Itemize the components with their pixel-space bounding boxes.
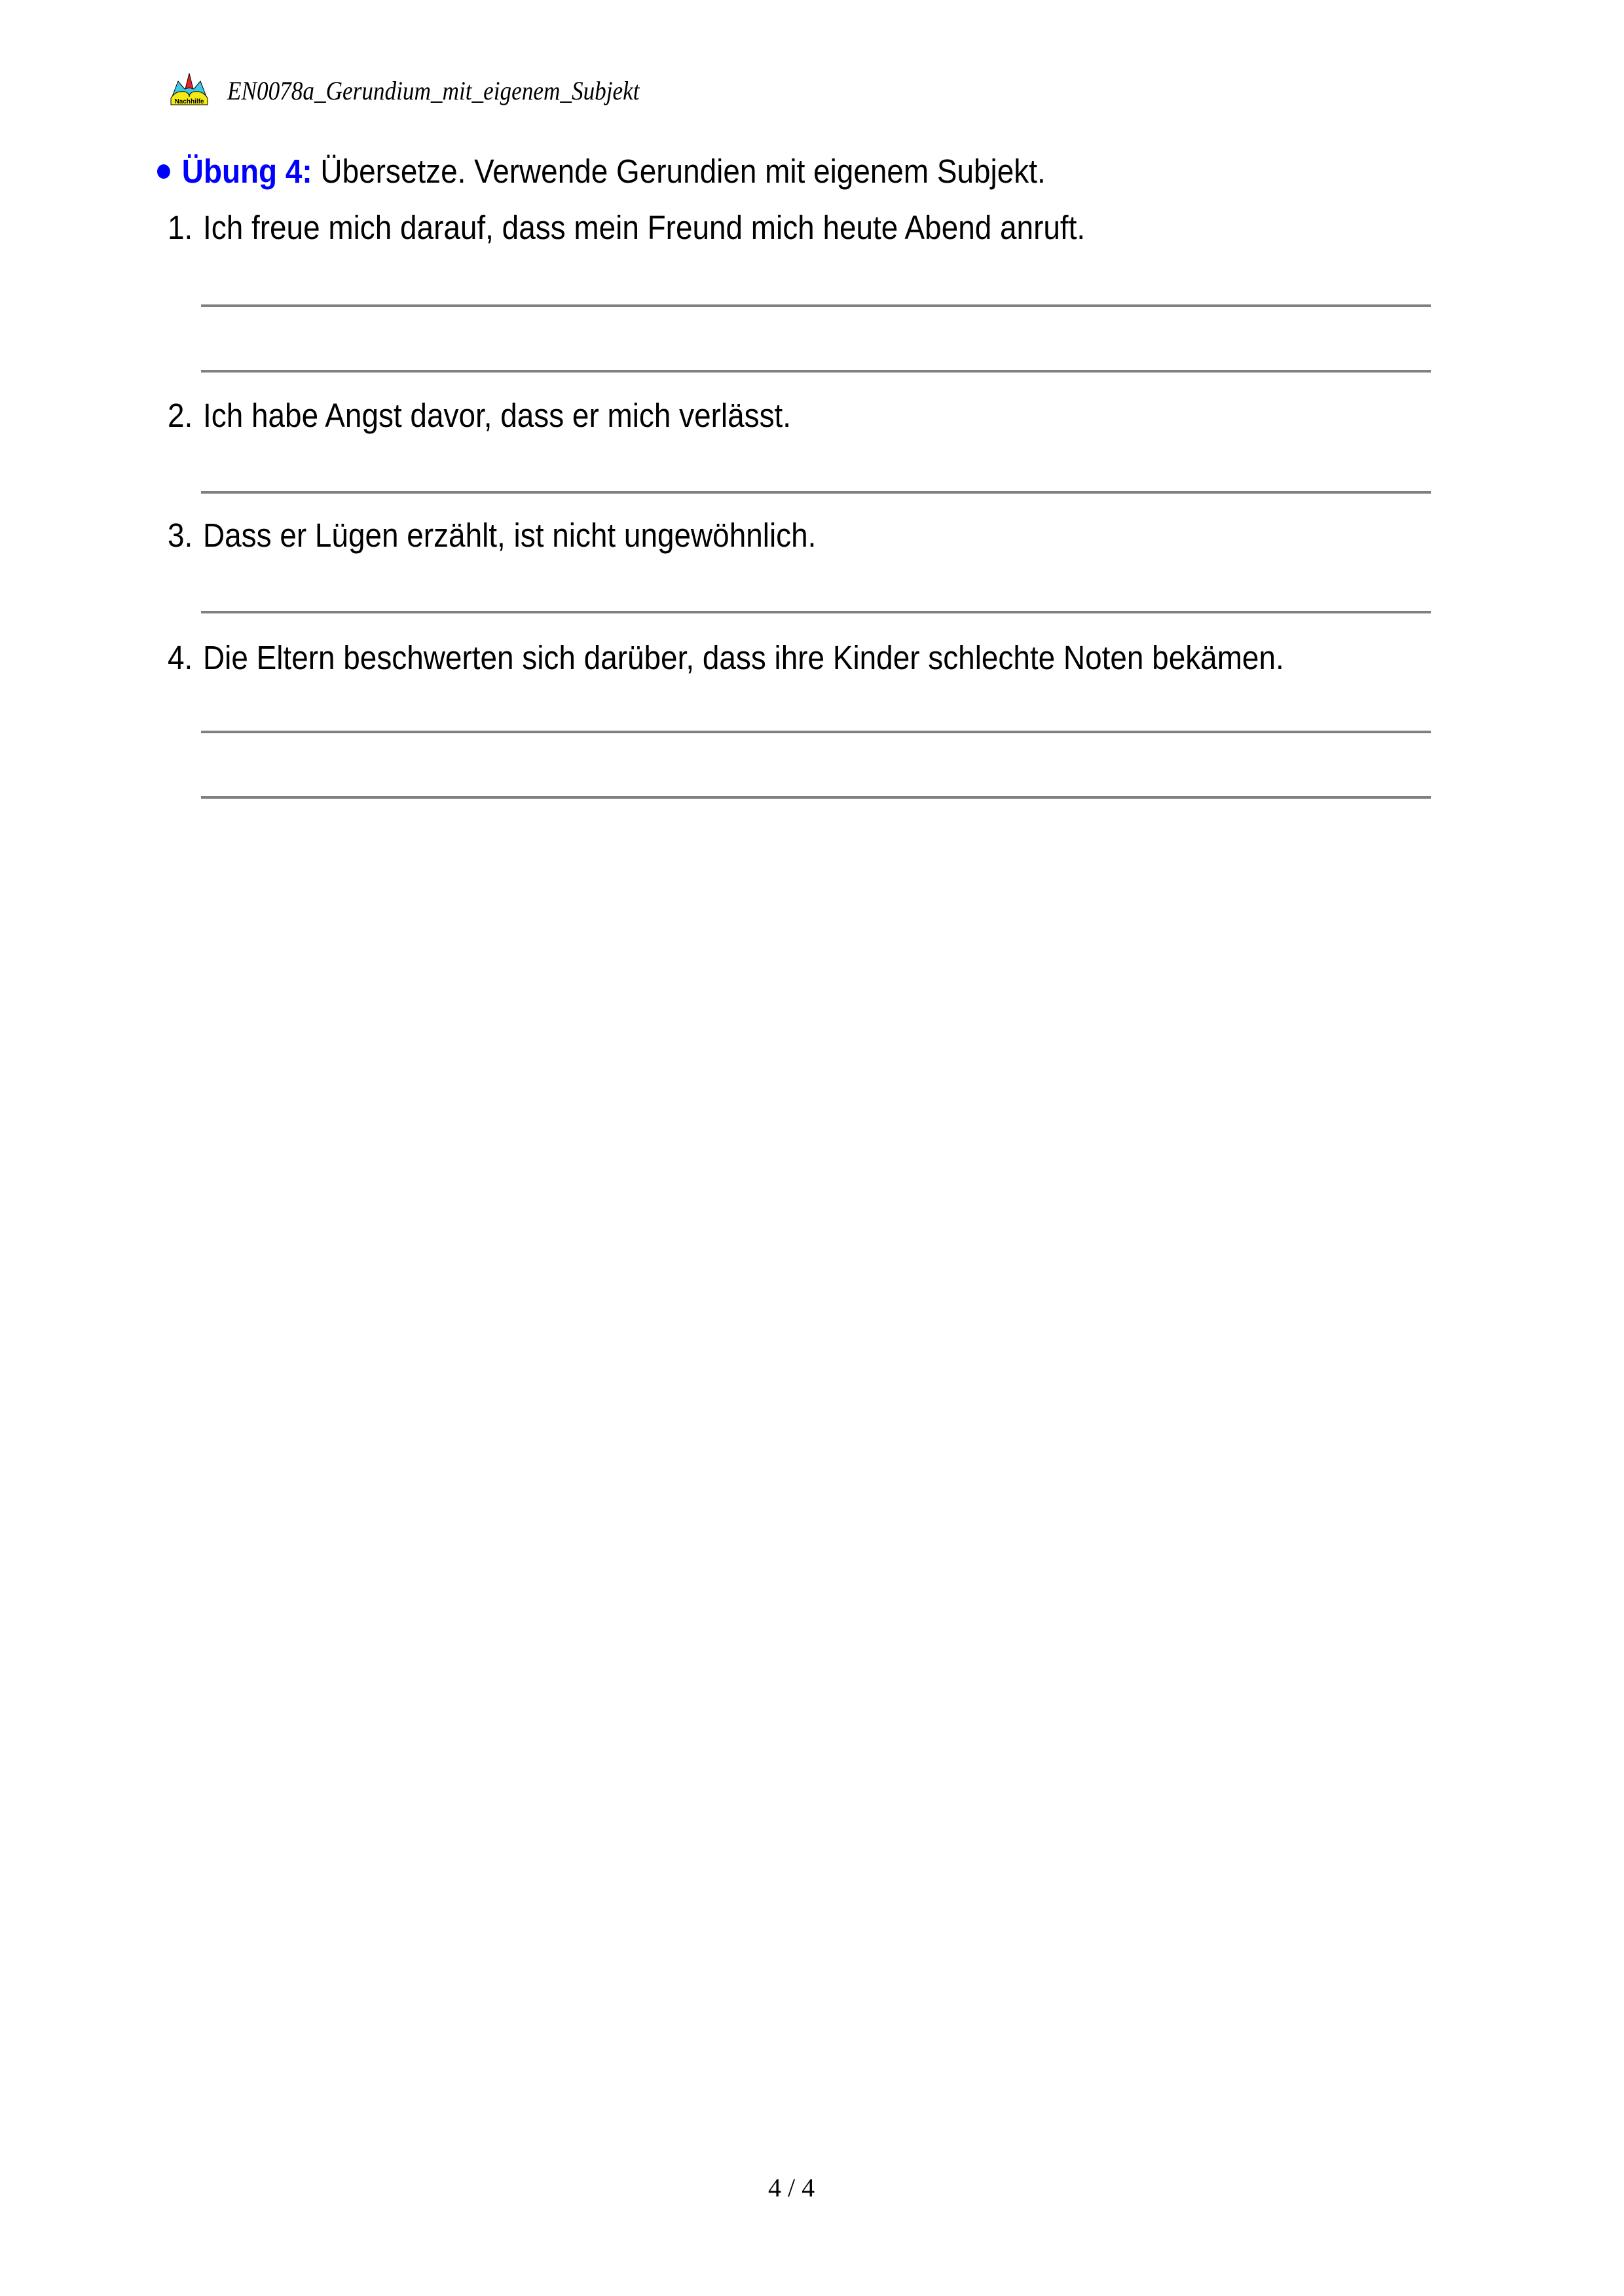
nachhilfe-logo-icon [169, 72, 210, 106]
svg-text:Nachhilfe: Nachhilfe [174, 98, 204, 105]
answer-line[interactable] [201, 491, 1431, 494]
item-text: Ich habe Angst davor, dass er mich verlässt. [203, 397, 792, 434]
item-number: 4. [168, 639, 193, 676]
exercise-instruction: Übersetze. Verwende Gerundien mit eigenem Subjekt. [320, 153, 1046, 190]
item-text: Ich freue mich darauf, dass mein Freund mich heute Abend anruft. [203, 209, 1086, 246]
item-text: Die Eltern beschwerten sich darüber, dass ihre Kinder schlechte Noten bekämen. [203, 639, 1284, 676]
item-number: 2. [168, 397, 193, 434]
item-number: 1. [168, 209, 193, 246]
answer-line[interactable] [201, 796, 1431, 799]
answer-line[interactable] [201, 370, 1431, 373]
exercise-item-1 [168, 208, 1085, 247]
answer-line[interactable] [201, 304, 1431, 307]
exercise-item-2 [168, 396, 791, 435]
answer-line[interactable] [201, 731, 1431, 733]
item-number: 3. [168, 517, 193, 554]
page-number: 4 / 4 [768, 2173, 815, 2202]
answer-line[interactable] [201, 611, 1431, 613]
item-text: Dass er Lügen erzählt, ist nicht ungewöhnlich. [203, 517, 817, 554]
bullet-icon [157, 164, 170, 179]
exercise-label: Übung 4: [181, 153, 312, 190]
exercise-item-4 [168, 638, 1284, 678]
exercise-heading [157, 152, 1046, 191]
exercise-item-3 [168, 516, 816, 555]
document-title: EN0078a_Gerundium_mit_eigenem_Subjekt [227, 76, 640, 105]
